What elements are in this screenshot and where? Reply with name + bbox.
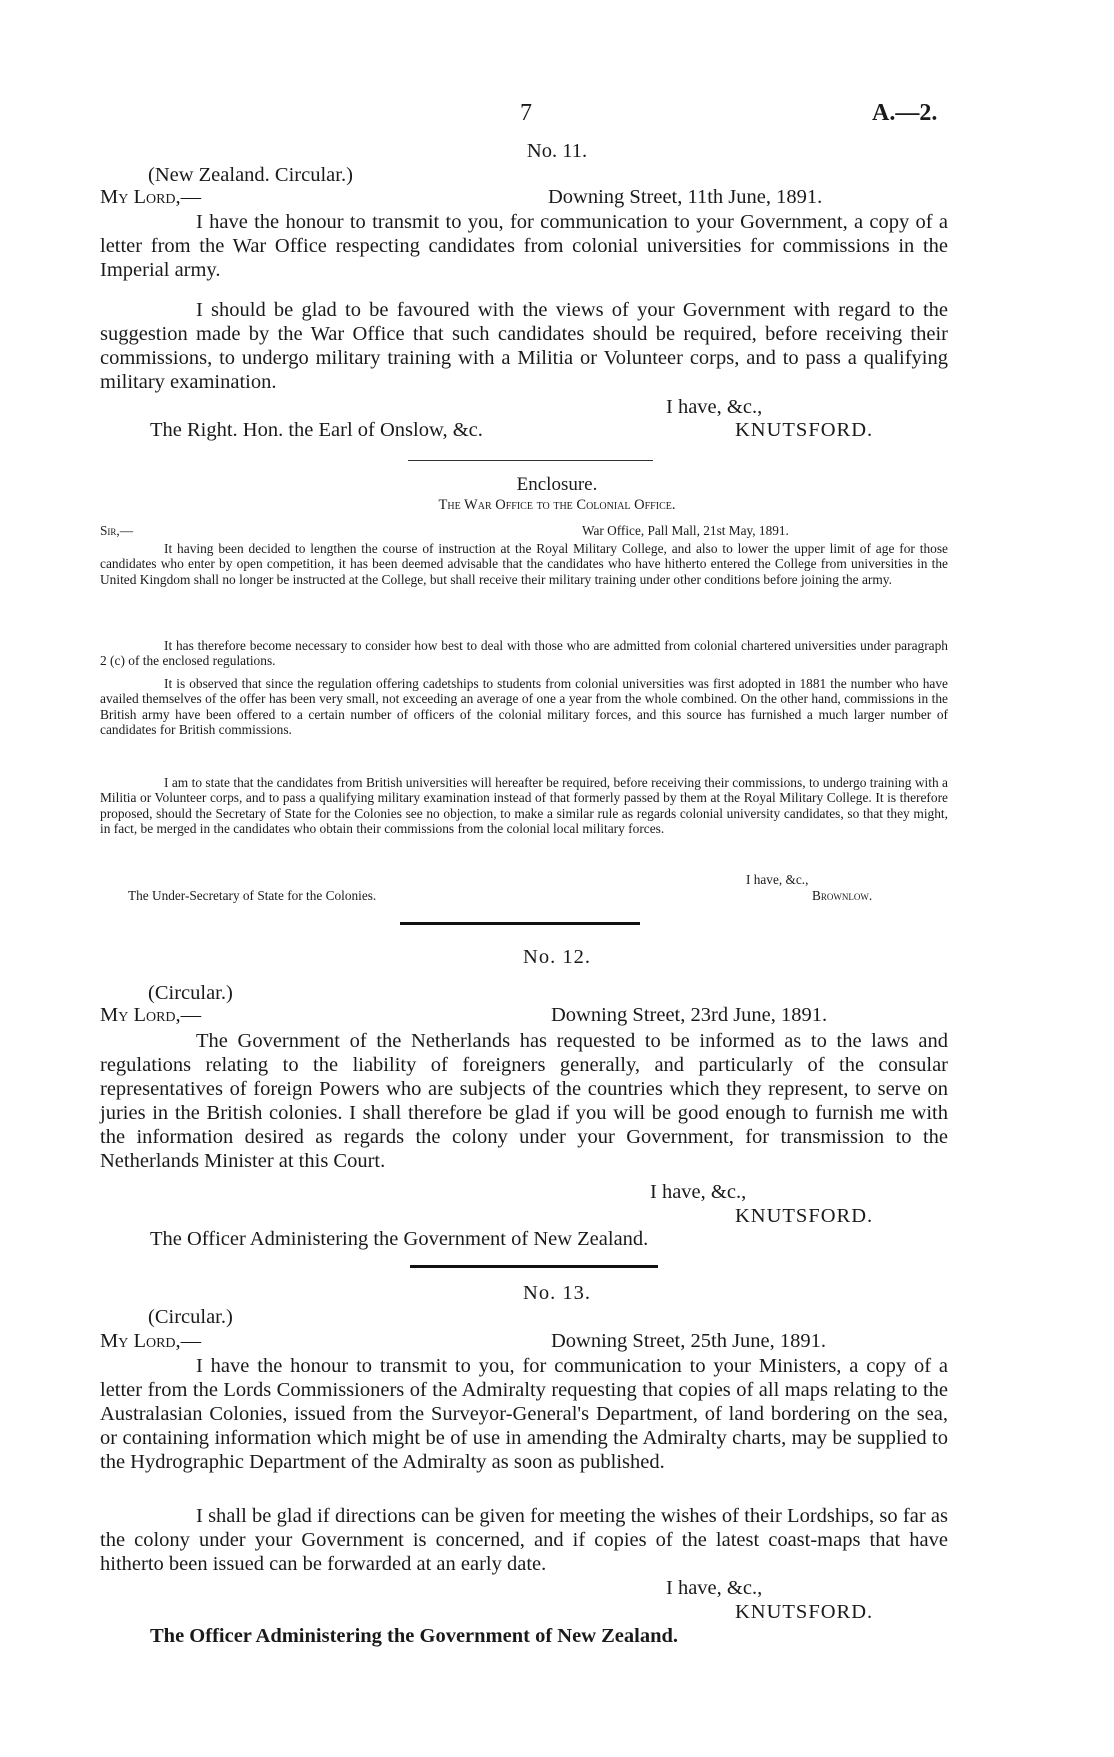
letter-12-closing: I have, &c., — [650, 1181, 747, 1203]
letter-13-tag: (Circular.) — [148, 1306, 233, 1328]
enclosure-place-date: War Office, Pall Mall, 21st May, 1891. — [582, 523, 789, 538]
letter-11-salutation: My Lord,— — [100, 186, 202, 208]
letter-12-paragraph-1: The Government of the Netherlands has requested to be informed as to the laws and regulations relating to the liability of foreigners generally, and particularly of the consular representatives of foreign Powers who are subjects of the countries which they represent, to serve on juries in the British colonies. I shall therefore be glad if you will be good enough to furnish me with the information desired as regards the colony under your Government, for transmission to the Netherlands Minister at this Court. — [100, 1030, 948, 1172]
letter-13-paragraph-1: I have the honour to transmit to you, for communication to your Ministers, a copy of a letter from the Lords Commissioners of the Admiralty requesting that copies of all maps relating to the Australasian Colonies, issued from the Surveyor-General's Department, of land bordering on the sea, or containing information which might be of use in amending the Admiralty charts, may be supplied to the Hydrographic Department of the Admiralty as soon as published. — [100, 1355, 948, 1473]
letter-13-number: No. 13. — [523, 1282, 591, 1304]
letter-13-place-date: Downing Street, 25th June, 1891. — [551, 1330, 827, 1352]
letter-13-addressee: The Officer Administering the Government of New Zealand. — [150, 1625, 679, 1647]
enclosure-paragraph-1: It having been decided to lengthen the course of instruction at the Royal Military College, and also to lower the upper limit of age for those candidates who enter by open competition, it has been deemed advisable that the candidates who have hitherto entered the College from universities in the United Kingdom shall no longer be instructed at the College, but shall receive their military training under other conditions before joining the army. — [100, 541, 948, 587]
document-reference: A.—2. — [872, 100, 938, 126]
letter-11-number: No. 11. — [526, 140, 588, 162]
letter-11-paragraph-1: I have the honour to transmit to you, for communication to your Government, a copy of a letter from the War Office respecting candidates from colonial universities for commissions in the Imperial army. — [100, 211, 948, 281]
letter-12-signature: KNUTSFORD. — [735, 1205, 874, 1227]
enclosure-subtitle: The War Office to the Colonial Office. — [438, 497, 676, 513]
enclosure-paragraph-3: It is observed that since the regulation offering cadetships to students from colonial universities was first adopted in 1881 the number who have availed themselves of the offer has been very small, not exceeding an average of one a year from the whole combined. On the other hand, commissions in the British army have been offered to a certain number of officers of the colonial military forces, and this source has furnished a much larger number of candidates for British commissions. — [100, 676, 948, 738]
enclosure-salutation: Sir,— — [100, 523, 134, 538]
letter-13-signature: KNUTSFORD. — [735, 1601, 874, 1623]
section-divider-thick — [410, 1265, 658, 1268]
letter-12-number: No. 12. — [523, 946, 591, 968]
enclosure-closing: I have, &c., — [746, 872, 809, 887]
letter-11-place-date: Downing Street, 11th June, 1891. — [548, 186, 823, 208]
letter-11-closing: I have, &c., — [666, 396, 763, 418]
letter-12-salutation: My Lord,— — [100, 1004, 202, 1026]
letter-11-tag: (New Zealand. Circular.) — [148, 164, 353, 186]
letter-12-tag: (Circular.) — [148, 982, 233, 1004]
section-divider-thick — [400, 922, 640, 925]
letter-13-salutation: My Lord,— — [100, 1330, 202, 1352]
enclosure-signature: Brownlow. — [812, 888, 873, 903]
page-number: 7 — [520, 100, 532, 126]
letter-11-addressee: The Right. Hon. the Earl of Onslow, &c. — [150, 419, 483, 441]
section-divider — [408, 460, 653, 461]
enclosure-addressee: The Under-Secretary of State for the Colonies. — [128, 888, 377, 903]
enclosure-title: Enclosure. — [516, 474, 598, 495]
enclosure-paragraph-2: It has therefore become necessary to consider how best to deal with those who are admitted from colonial chartered universities under paragraph 2 (c) of the enclosed regulations. — [100, 638, 948, 669]
enclosure-paragraph-4: I am to state that the candidates from British universities will hereafter be required, before receiving their commissions, to undergo training with a Militia or Volunteer corps, and to pass a qualifying military examination instead of that formerly passed by them at the Royal Military College. It is therefore proposed, should the Secretary of State for the Colonies see no objection, to make a similar rule as regards colonial university candidates, so that they might, in fact, be merged in the candidates who obtain their commissions from the colonial local military forces. — [100, 775, 948, 837]
letter-13-closing: I have, &c., — [666, 1577, 763, 1599]
letter-12-addressee: The Officer Administering the Government of New Zealand. — [150, 1228, 649, 1250]
letter-11-signature: KNUTSFORD. — [735, 419, 874, 441]
letter-12-place-date: Downing Street, 23rd June, 1891. — [551, 1004, 828, 1026]
letter-11-paragraph-2: I should be glad to be favoured with the views of your Government with regard to the suggestion made by the War Office that such candidates should be required, before receiving their commissions, to undergo military training with a Militia or Volunteer corps, and to pass a qualifying military examination. — [100, 299, 948, 393]
letter-13-paragraph-2: I shall be glad if directions can be given for meeting the wishes of their Lordships, so far as the colony under your Government is concerned, and if copies of the latest coast-maps that have hitherto been issued can be forwarded at an early date. — [100, 1505, 948, 1575]
